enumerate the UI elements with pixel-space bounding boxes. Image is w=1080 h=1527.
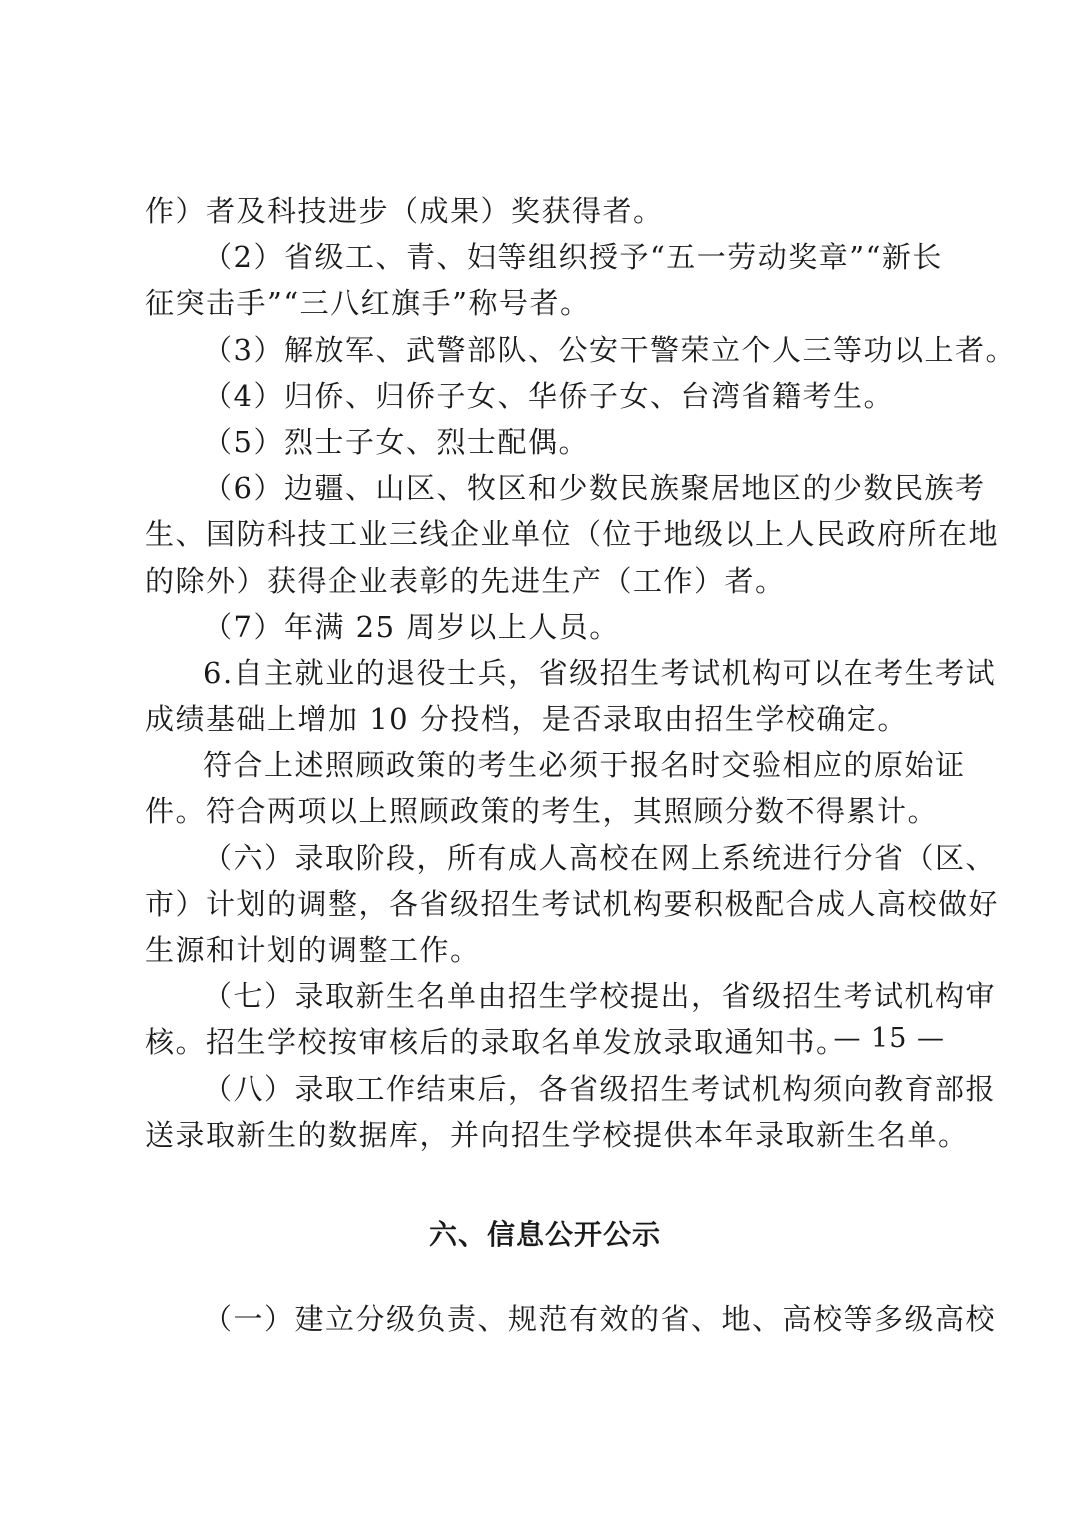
body-text	[145, 188, 1016, 1158]
page-number: — 15 —	[833, 1023, 945, 1054]
paragraph-line: （六）录取阶段，所有成人高校在网上系统进行分省（区、	[203, 840, 997, 875]
section-heading: 六、信息公开公示	[428, 1218, 661, 1251]
paragraph-line: 件。符合两项以上照顾政策的考生，其照顾分数不得累计。	[145, 794, 939, 829]
paragraph-line: （2）省级工、青、妇等组织授予“五一劳动奖章”“新长	[203, 240, 943, 275]
paragraph-line: 的除外）获得企业表彰的先进生产（工作）者。	[145, 563, 786, 598]
paragraph-line: 6.自主就业的退役士兵，省级招生考试机构可以在考生考试	[203, 655, 997, 690]
section-body	[145, 1296, 997, 1342]
paragraph-line: （八）录取工作结束后，各省级招生考试机构须向教育部报	[203, 1071, 997, 1106]
paragraph-line: 市）计划的调整，各省级招生考试机构要积极配合成人高校做好	[145, 886, 1000, 921]
paragraph-line: （3）解放军、武警部队、公安干警荣立个人三等功以上者。	[203, 332, 1016, 367]
paragraph-line: 成绩基础上增加 10 分投档，是否录取由招生学校确定。	[145, 702, 908, 737]
paragraph-line: 核。招生学校按审核后的录取名单发放录取通知书。	[145, 1025, 847, 1060]
paragraph-line: 生源和计划的调整工作。	[145, 933, 481, 967]
paragraph-line: 征突击手”“三八红旗手”称号者。	[145, 286, 591, 321]
paragraph-line: 生、国防科技工业三线企业单位（位于地级以上人民政府所在地	[145, 517, 1000, 552]
paragraph-line: （七）录取新生名单由招生学校提出，省级招生考试机构审	[203, 979, 997, 1014]
paragraph-line: 作）者及科技进步（成果）奖获得者。	[145, 194, 664, 228]
paragraph-line: 送录取新生的数据库，并向招生学校提供本年录取新生名单。	[145, 1117, 969, 1152]
paragraph-line: （4）归侨、归侨子女、华侨子女、台湾省籍考生。	[203, 378, 894, 413]
paragraph-line: （6）边疆、山区、牧区和少数民族聚居地区的少数民族考	[203, 471, 986, 506]
paragraph-line: （5）烈士子女、烈士配偶。	[203, 424, 589, 459]
paragraph-line: （一）建立分级负责、规范有效的省、地、高校等多级高校	[203, 1302, 997, 1336]
paragraph-line: （7）年满 25 周岁以上人员。	[203, 609, 620, 644]
paragraph-line: 符合上述照顾政策的考生必须于报名时交验相应的原始证	[203, 748, 966, 783]
